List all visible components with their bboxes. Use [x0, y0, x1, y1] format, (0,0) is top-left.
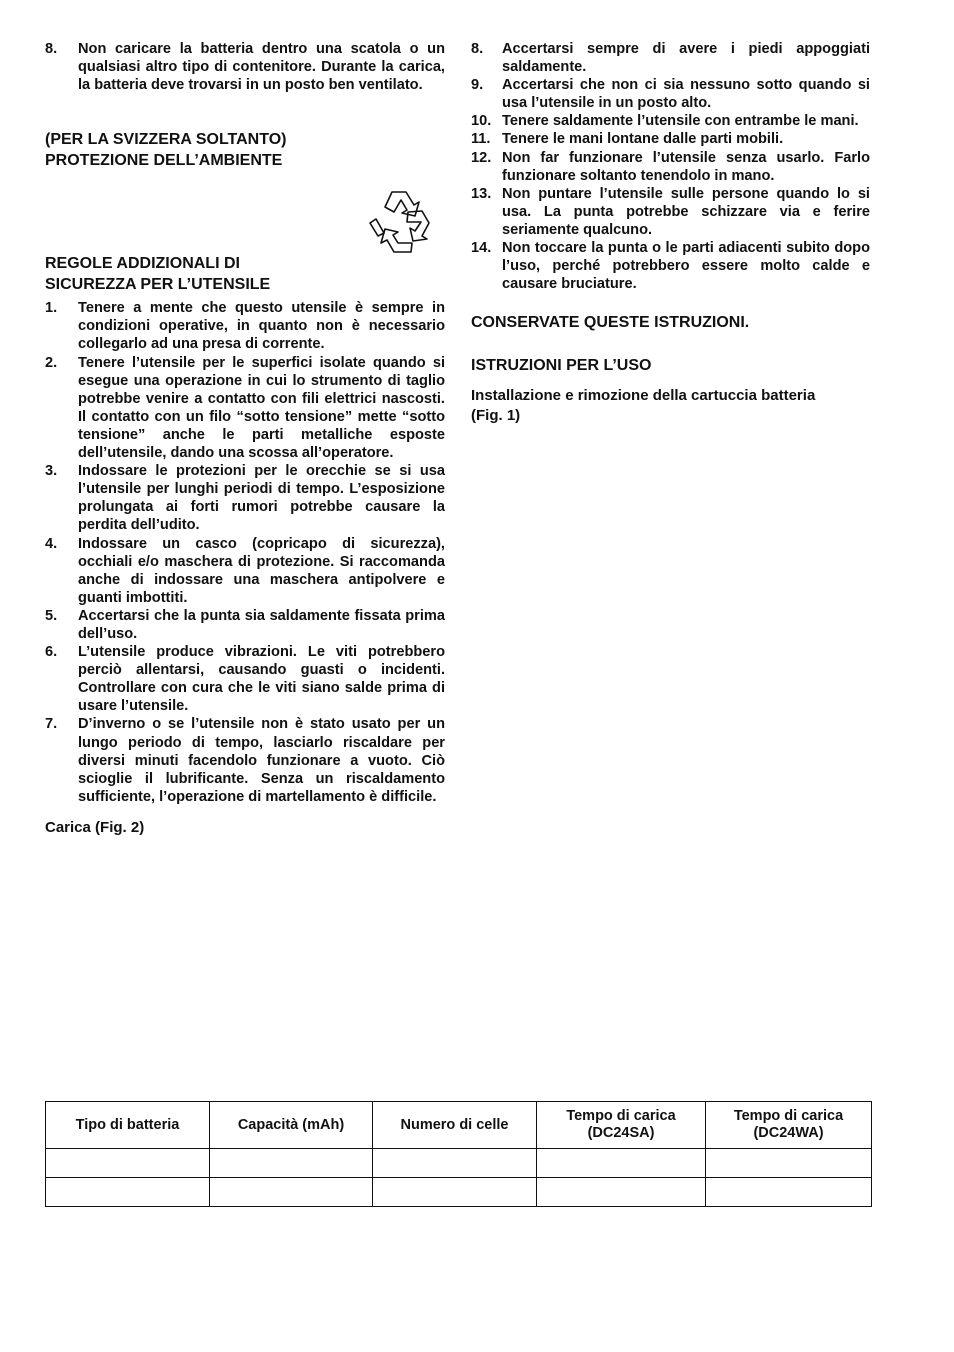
column-header-charge-time-dc24wa: Tempo di carica (DC24WA)	[706, 1102, 872, 1149]
item-number: 9.	[471, 77, 484, 94]
item-text: Tenere le mani lontane dalle parti mobili.	[502, 131, 784, 148]
table-cell	[373, 1149, 537, 1178]
column-header-capacity: Capacità (mAh)	[210, 1102, 373, 1149]
list-item	[471, 149, 870, 185]
list-item	[471, 112, 870, 130]
table-row	[46, 1178, 872, 1207]
item-number: 10.	[471, 113, 492, 130]
table-row	[46, 1149, 872, 1178]
item-number: 14.	[471, 240, 492, 257]
item-number: 5.	[45, 607, 58, 624]
column-header-cell-count: Numero di celle	[373, 1102, 537, 1149]
item-text: Tenere saldamente l’utensile con entrambe le mani.	[502, 113, 859, 130]
item-text: Indossare le protezioni per le orecchie se si usa l’utensile per lunghi periodi di tempo. L’esposizione prolungata ai forti rumori potrebbe causare la perdita dell’udito.	[78, 463, 445, 534]
table-cell	[706, 1149, 872, 1178]
battery-charge-table	[45, 1101, 872, 1207]
item-number: 1.	[45, 300, 58, 317]
item-number: 8.	[471, 41, 484, 57]
item-text: Tenere l’utensile per le superfici isolate quando si esegue una operazione in cui lo strumento di taglio potrebbe venire a contatto con fili elettrici nascosti. Il contatto con un filo “sotto tensione” mette “sotto tensione” anche le parti metalliche esposte dell’utensile, dando una scossa all’operatore.	[78, 354, 445, 462]
item-text: Non far funzionare l’utensile senza usarlo. Farlo funzionare soltanto tenendolo in mano.	[502, 149, 870, 184]
table-cell	[46, 1178, 210, 1207]
list-item	[471, 185, 870, 239]
item-number: 8.	[45, 41, 58, 57]
table-cell	[46, 1149, 210, 1178]
list-item	[471, 239, 870, 293]
rules-heading-line2: SICUREZZA PER L’UTENSILE	[45, 276, 271, 294]
left-column	[45, 40, 445, 838]
list-item	[45, 354, 445, 463]
item-text: Accertarsi che non ci sia nessuno sotto quando si usa l’utensile in un posto alto.	[502, 77, 870, 112]
table-cell	[373, 1178, 537, 1207]
additional-safety-rules-continued	[471, 40, 870, 293]
table-cell	[537, 1178, 706, 1207]
list-item	[471, 40, 870, 76]
right-column	[471, 40, 870, 426]
item-text: Accertarsi che la punta sia saldamente fissata prima dell’uso.	[78, 607, 445, 642]
battery-install-label	[471, 386, 870, 426]
environment-heading-line2: PROTEZIONE DELL’AMBIENTE	[45, 152, 283, 170]
list-item	[45, 299, 445, 353]
item-number: 12.	[471, 149, 492, 166]
save-instructions-heading: CONSERVATE QUESTE ISTRUZIONI.	[471, 314, 750, 332]
additional-safety-rules-list	[45, 299, 445, 806]
item-number: 7.	[45, 716, 58, 733]
item-text: Indossare un casco (copricapo di sicurezza), occhiali e/o maschera di protezione. Si raccomanda anche di indossare una maschera antipolvere e guanti imbottiti.	[78, 535, 445, 606]
item-text: Non toccare la punta o le parti adiacenti subito dopo l’uso, perché potrebbero essere molto calde e causare bruciature.	[502, 240, 870, 293]
column-header-battery-type: Tipo di batteria	[46, 1102, 210, 1149]
item-text: Non puntare l’utensile sulle persone quando lo si usa. La punta potrebbe schizzare via e ferire seriamente qualcuno.	[502, 185, 870, 238]
item-number: 2.	[45, 354, 58, 371]
table-cell	[210, 1178, 373, 1207]
item-text: Tenere a mente che questo utensile è sempre in condizioni operative, in quanto non è necessario collegarlo ad una presa di corrente.	[78, 300, 445, 353]
environment-heading-line1: (PER LA SVIZZERA SOLTANTO)	[45, 131, 287, 149]
usage-instructions-heading: ISTRUZIONI PER L’USO	[471, 357, 652, 375]
table-header-row	[46, 1102, 872, 1149]
charge-label: Carica (Fig. 2)	[45, 818, 145, 836]
rules-heading-line1: REGOLE ADDIZIONALI DI	[45, 255, 240, 273]
battery-precautions-list	[45, 40, 445, 94]
item-number: 13.	[471, 185, 492, 202]
recycle-icon	[362, 186, 444, 262]
list-item	[45, 535, 445, 607]
item-text: Non caricare la batteria dentro una scatola o un qualsiasi altro tipo di contenitore. Durante la carica, la batteria deve trovarsi in un posto ben ventilato.	[78, 41, 445, 94]
list-item	[471, 76, 870, 112]
list-item	[45, 715, 445, 805]
list-item	[45, 462, 445, 534]
item-number: 11.	[471, 131, 491, 148]
table-cell	[706, 1178, 872, 1207]
item-number: 3.	[45, 463, 58, 480]
item-number: 4.	[45, 535, 58, 552]
list-item	[45, 607, 445, 643]
battery-install-label-line1: Installazione e rimozione della cartuccia batteria	[471, 387, 816, 405]
list-item	[45, 40, 445, 94]
item-text: Accertarsi sempre di avere i piedi appoggiati saldamente.	[502, 41, 870, 76]
table-cell	[537, 1149, 706, 1178]
table-cell	[210, 1149, 373, 1178]
list-item	[471, 130, 870, 148]
list-item	[45, 643, 445, 715]
battery-install-label-line2: (Fig. 1)	[471, 407, 521, 425]
item-text: L’utensile produce vibrazioni. Le viti potrebbero perciò allentarsi, causando guasti o incidenti. Controllare con cura che le viti siano salde prima di usare l’utensile.	[78, 644, 445, 715]
column-header-charge-time-dc24sa: Tempo di carica (DC24SA)	[537, 1102, 706, 1149]
item-number: 6.	[45, 644, 58, 661]
environment-heading	[45, 129, 445, 171]
item-text: D’inverno o se l’utensile non è stato usato per un lungo periodo di tempo, lasciarlo riscaldare per diversi minuti facendolo funzionare a vuoto. Ciò scioglie il lubrificante. Senza un riscaldamento sufficiente, l’operazione di martellamento è difficile.	[78, 716, 445, 805]
